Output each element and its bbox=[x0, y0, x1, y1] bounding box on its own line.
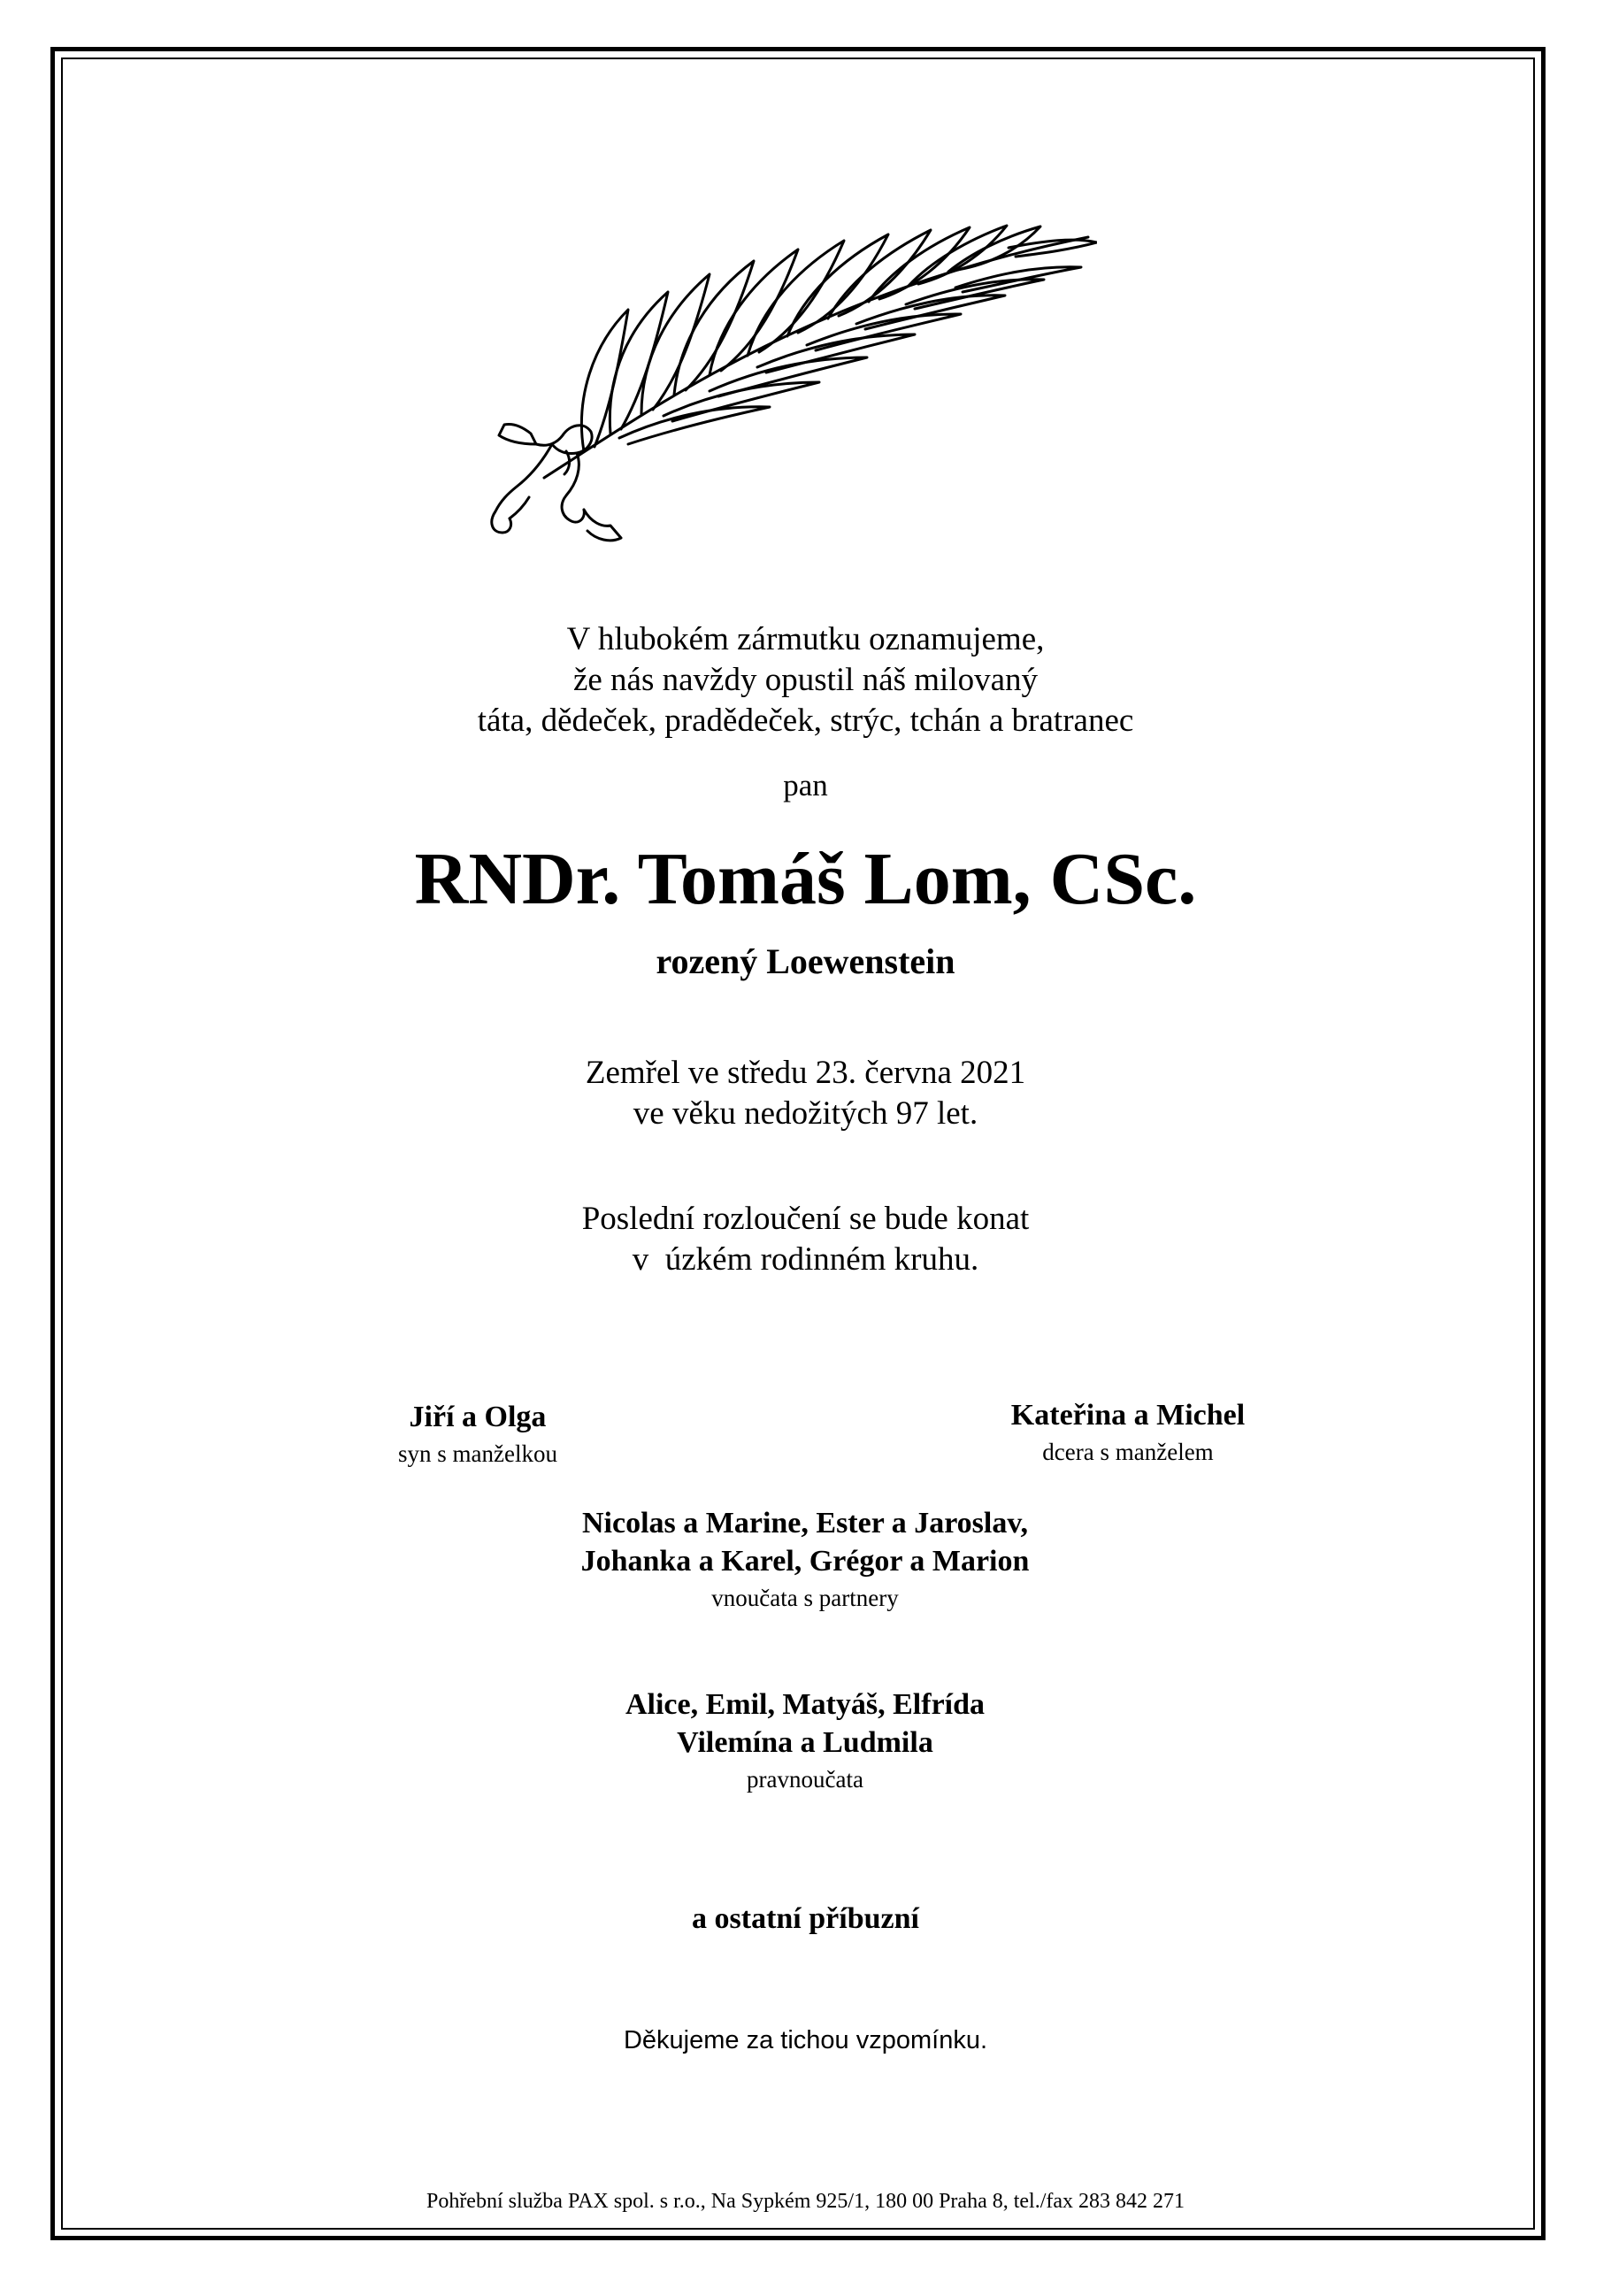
family-names: Jiří a Olga bbox=[409, 1401, 547, 1433]
farewell-info bbox=[0, 1199, 1611, 1280]
family-role: syn s manželkou bbox=[398, 1440, 557, 1467]
family-great-grandchildren bbox=[495, 1686, 1115, 1797]
intro-text bbox=[0, 619, 1611, 741]
family-daughter bbox=[951, 1396, 1305, 1470]
death-line: Zemřel ve středu 23. června 2021 bbox=[585, 1055, 1026, 1091]
family-role: pravnoučata bbox=[747, 1766, 863, 1793]
death-info bbox=[0, 1053, 1611, 1134]
thanks-text: Děkujeme za tichou vzpomínku. bbox=[623, 2026, 988, 2054]
farewell-line: Poslední rozloučení se bude konat bbox=[581, 1201, 1030, 1237]
family-names: Alice, Emil, Matyáš, Elfrída bbox=[625, 1688, 986, 1721]
farewell-line: v úzkém rodinném kruhu. bbox=[632, 1241, 979, 1278]
birth-name: rozený Loewenstein bbox=[656, 941, 955, 981]
deceased-name: RNDr. Tomáš Lom, CSc. bbox=[414, 838, 1197, 920]
family-names: Nicolas a Marine, Ester a Jaroslav, bbox=[582, 1507, 1028, 1540]
other-relatives: a ostatní příbuzní bbox=[692, 1902, 919, 1935]
intro-line: táta, dědeček, pradědeček, strýc, tchán a bratranec bbox=[477, 703, 1134, 739]
palm-branch-icon bbox=[478, 186, 1097, 549]
salutation: pan bbox=[783, 768, 828, 802]
family-names: Johanka a Karel, Grégor a Marion bbox=[580, 1545, 1030, 1578]
family-role: vnoučata s partnery bbox=[711, 1585, 899, 1611]
footer-funeral-service: Pohřební služba PAX spol. s r.o., Na Sypkém 925/1, 180 00 Praha 8, tel./fax 283 842 271 bbox=[426, 2190, 1185, 2213]
family-role: dcera s manželem bbox=[1042, 1439, 1214, 1465]
intro-line: V hlubokém zármutku oznamujeme, bbox=[566, 621, 1045, 657]
family-son bbox=[336, 1398, 619, 1471]
death-line: ve věku nedožitých 97 let. bbox=[633, 1095, 978, 1132]
family-grandchildren bbox=[407, 1504, 1203, 1616]
family-names: Vilemína a Ludmila bbox=[677, 1726, 933, 1759]
family-names: Kateřina a Michel bbox=[1010, 1399, 1246, 1432]
intro-line: že nás navždy opustil náš milovaný bbox=[572, 662, 1039, 698]
